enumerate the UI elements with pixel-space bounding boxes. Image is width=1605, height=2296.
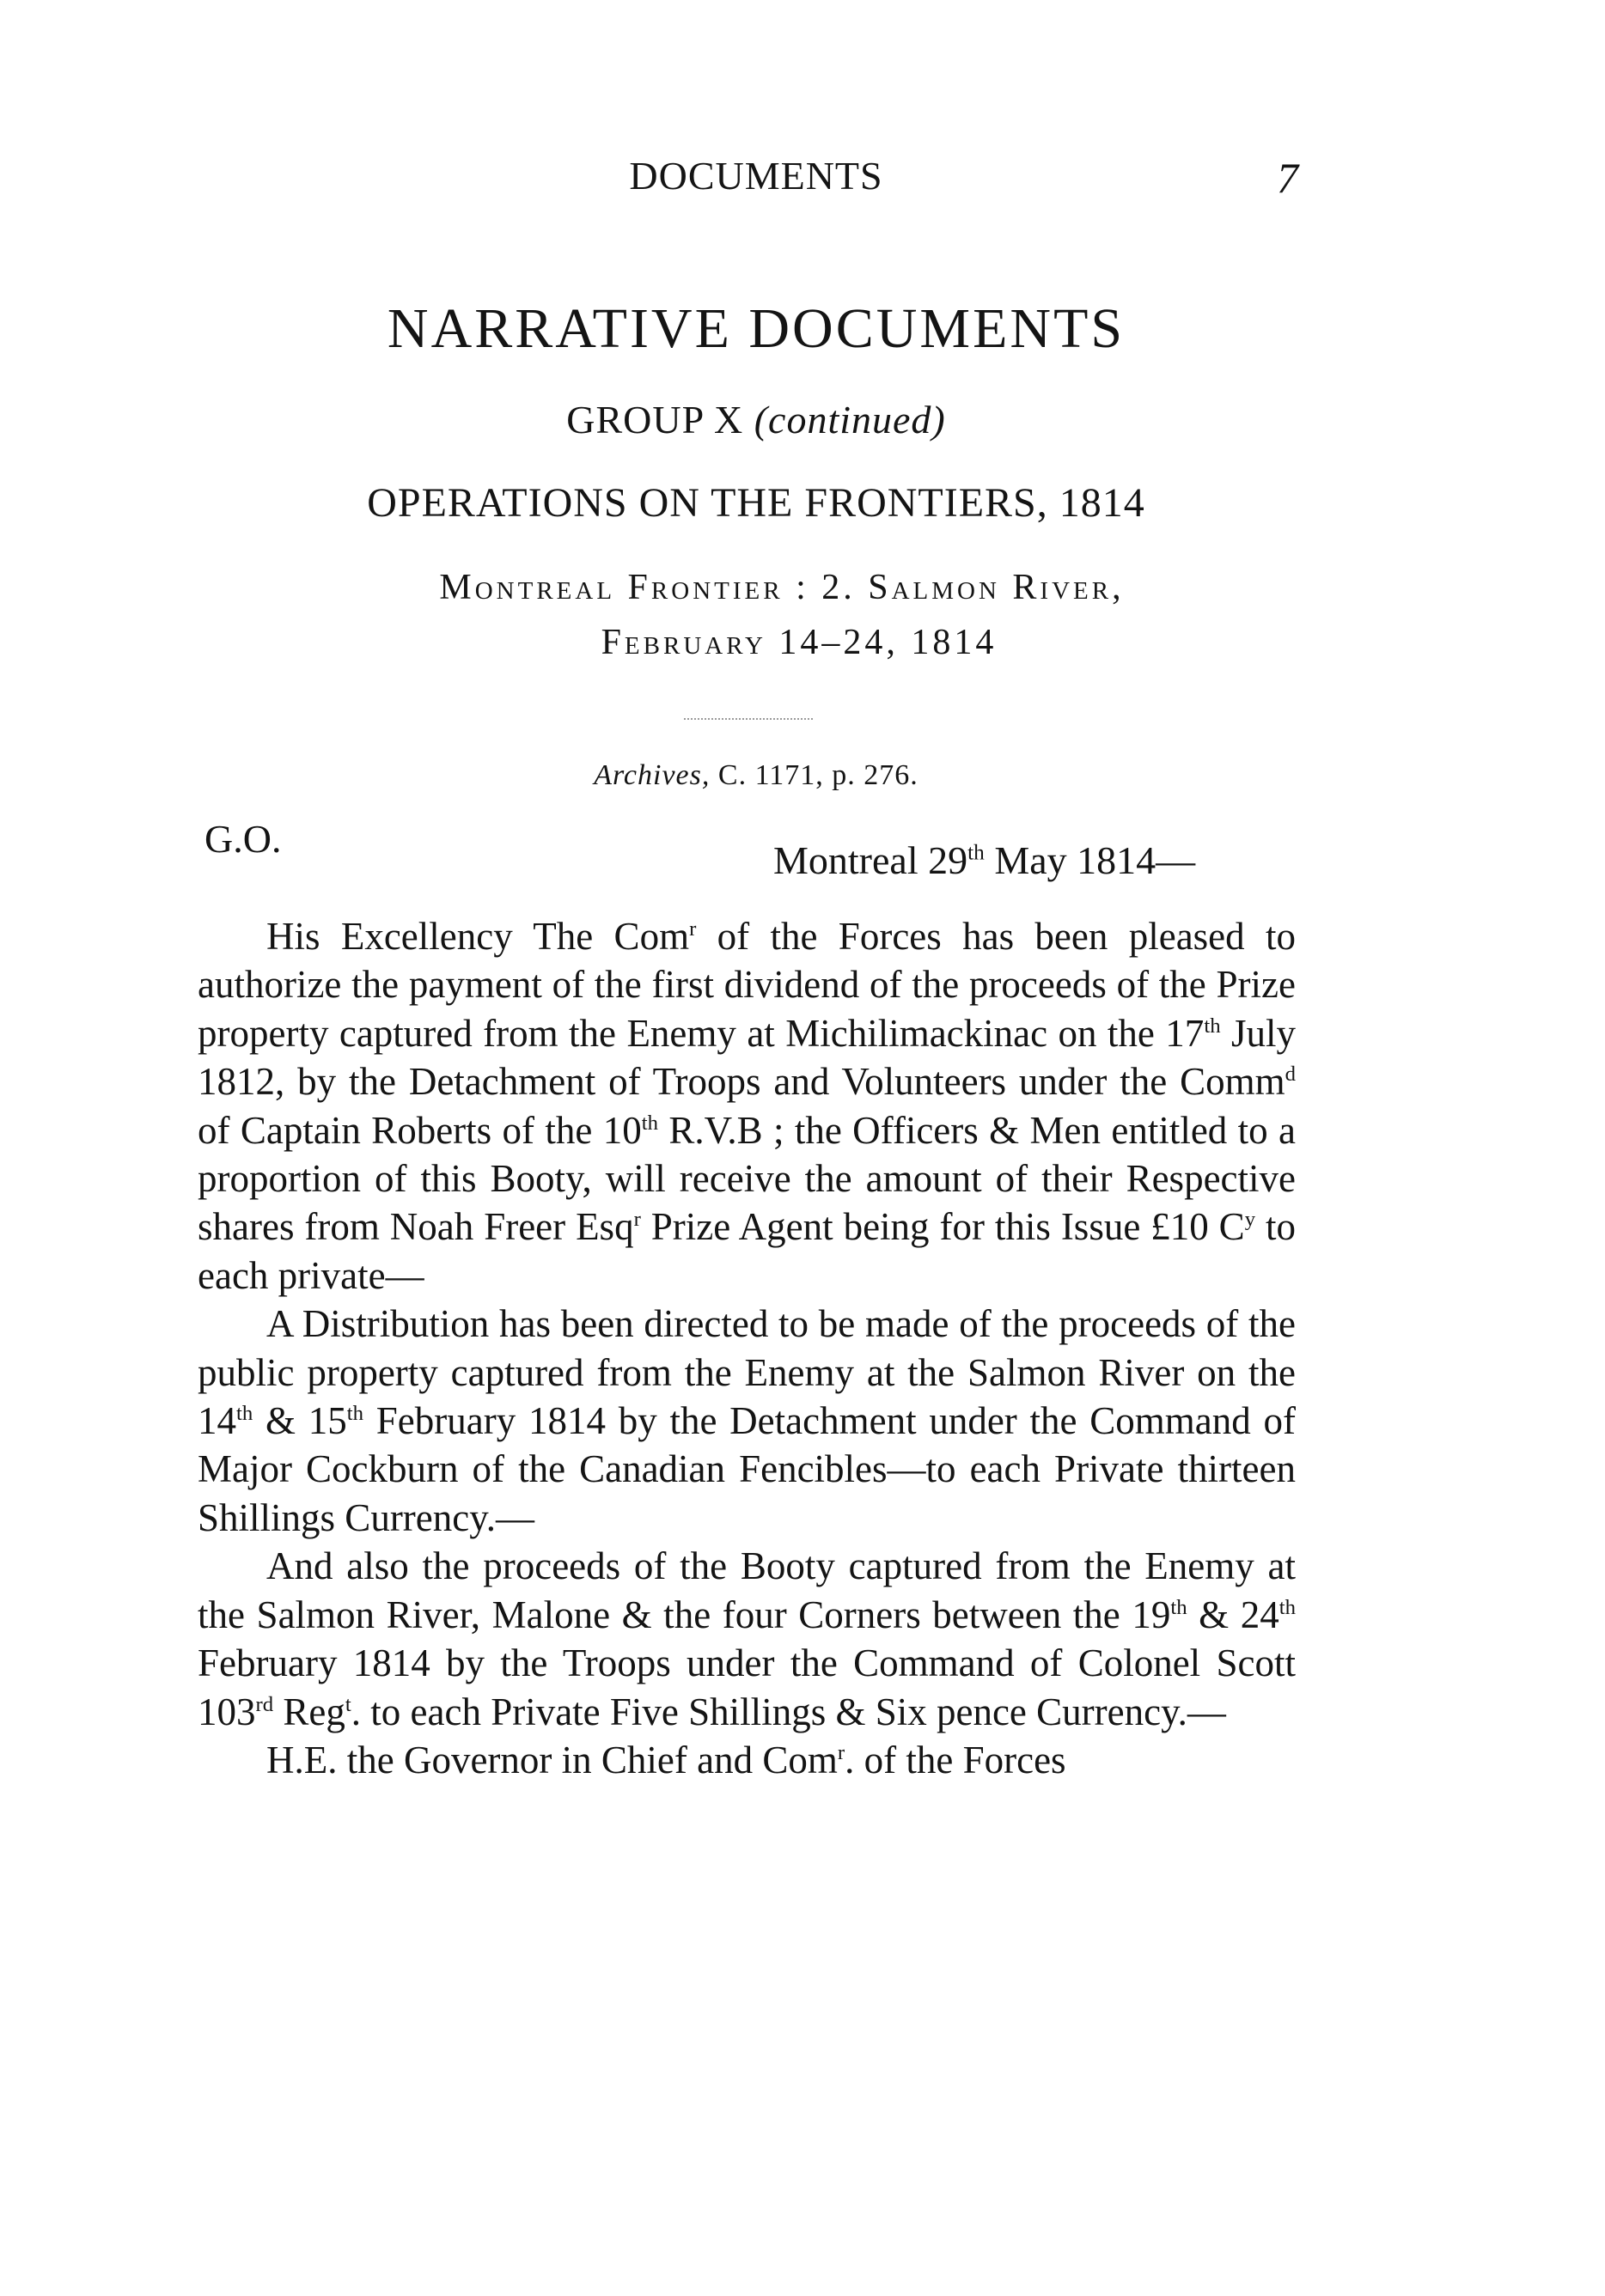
text-run: R.V.B ; the Officers & Men entitled to a proportion of this Booty, will receive the amount of their Respective shares from Noah Freer Esq [198, 1108, 1296, 1249]
superscript-text: th [236, 1402, 253, 1426]
superscript-text: th [1279, 1595, 1296, 1619]
text-run: H.E. the Governor in Chief and Com [266, 1738, 838, 1781]
archive-citation [0, 759, 1512, 792]
group-label: GROUP X [566, 398, 744, 442]
text-run: And also the proceeds of the Booty captured from the Enemy at the Salmon River, Malone & the four Corners between the 19 [198, 1544, 1296, 1636]
superscript-text: th [346, 1402, 364, 1426]
section-divider [684, 718, 813, 720]
paragraph-governor [198, 1736, 1296, 1784]
subheading-line-1: Montreal Frontier : 2. Salmon River, [439, 568, 1125, 607]
page-number: 7 [1277, 154, 1298, 202]
order-month-year: May 1814— [994, 838, 1196, 882]
operations-heading: OPERATIONS ON THE FRONTIERS, 1814 [367, 480, 1145, 526]
text-run: July 1812, by the Detachment of Troops and Volunteers under the Comm [198, 1011, 1297, 1104]
text-run: & 15 [253, 1399, 347, 1443]
running-head [0, 153, 1605, 204]
text-run: of Captain Roberts of the 10 [198, 1108, 642, 1152]
running-head-title: DOCUMENTS [629, 154, 883, 198]
text-run: to each private— [198, 1205, 1296, 1297]
superscript-text: th [641, 1111, 658, 1135]
superscript-text: th [1170, 1595, 1187, 1619]
order-place: Montreal [773, 838, 918, 882]
text-run: A Distribution has been directed to be made of the proceeds of the public property captured from the Enemy at the Salmon River on the 14 [198, 1302, 1296, 1443]
text-run: . to each Private Five Shillings & Six pence Currency.— [351, 1690, 1226, 1733]
superscript-text: d [1285, 1063, 1296, 1087]
text-run: February 1814 by the Troops under the Command of Colonel Scott 103 [198, 1641, 1296, 1733]
group-heading [0, 397, 1512, 442]
group-note: (continued) [754, 398, 946, 442]
text-run: February 1814 by the Detachment under the Command of Major Cockburn of the Canadian Fencibles—to each Private thirteen Shillings Currency.— [198, 1399, 1296, 1539]
superscript-text: y [1244, 1208, 1256, 1232]
paragraph-booty-proceeds [198, 1542, 1296, 1736]
paragraph-prize-dividend [198, 912, 1296, 1300]
superscript-text: rd [255, 1692, 274, 1716]
text-run: Reg [273, 1690, 345, 1733]
paragraph-salmon-river-distribution [198, 1300, 1296, 1542]
superscript-text: t [345, 1692, 351, 1716]
superscript-text: r [837, 1740, 845, 1764]
superscript-text: th [1204, 1014, 1221, 1038]
section-title: NARRATIVE DOCUMENTS [387, 297, 1126, 360]
superscript-text: r [633, 1208, 641, 1232]
subheading-line-2: February 14–24, 1814 [601, 623, 998, 662]
archive-name: Archives, [594, 759, 711, 791]
text-run: . of the Forces [845, 1738, 1066, 1781]
text-run: Prize Agent being for this Issue £10 C [640, 1205, 1245, 1249]
order-day-suffix: th [967, 840, 985, 865]
text-run: of the Forces has been pleased to authorize the payment of the first dividend of the proceeds of the Prize property captured from the Enemy at Michilimackinac on the 17 [198, 915, 1296, 1055]
superscript-text: r [689, 917, 697, 941]
general-order-label: G.O. [204, 817, 282, 861]
archive-reference: C. 1171, p. 276. [717, 759, 918, 791]
order-body [198, 912, 1296, 1784]
text-run: & 24 [1187, 1593, 1279, 1636]
text-run: His Excellency The Com [266, 915, 690, 958]
order-day: 29 [928, 838, 968, 882]
order-date-line [773, 837, 1195, 883]
